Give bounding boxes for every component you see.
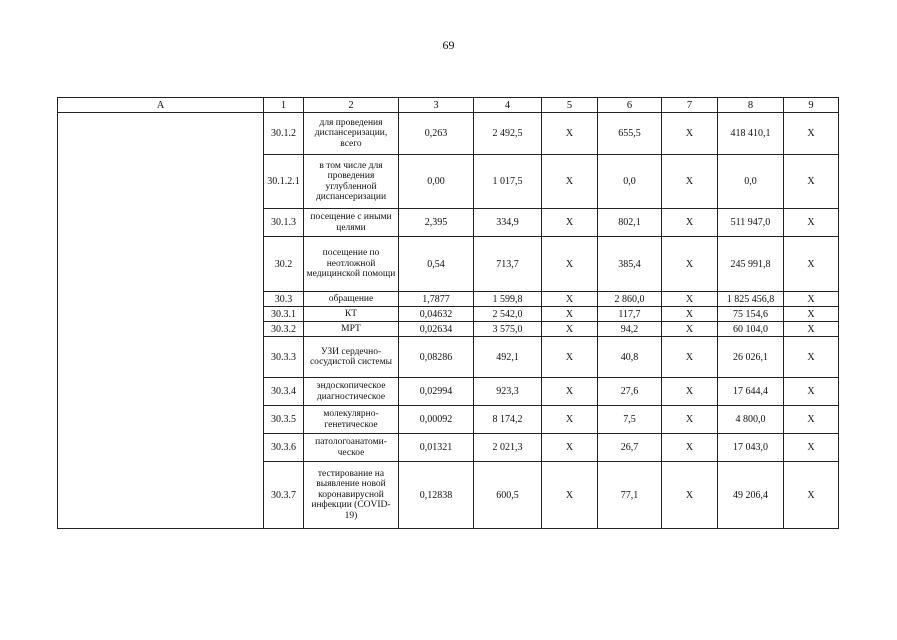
value-cell-c6: 2 860,0: [598, 292, 662, 307]
page-number: 69: [442, 38, 455, 52]
value-cell-c9: X: [784, 434, 839, 462]
value-cell-c9: X: [784, 406, 839, 434]
value-cell-c8: 26 026,1: [718, 337, 784, 378]
row-name-cell: УЗИ сердечно-сосудистой системы: [304, 337, 399, 378]
value-cell-c8: 0,0: [718, 155, 784, 209]
value-cell-c5: X: [542, 378, 598, 406]
header-cell-5: 5: [542, 98, 598, 113]
value-cell-c6: 0,0: [598, 155, 662, 209]
value-cell-c7: X: [662, 292, 718, 307]
value-cell-c8: 1 825 456,8: [718, 292, 784, 307]
value-cell-c5: X: [542, 237, 598, 292]
row-name-cell: эндоскопическое диагностическое: [304, 378, 399, 406]
row-code-cell: 30.1.3: [264, 209, 304, 237]
row-name-cell: тестирование на выявление новой коронавирусной инфекции (COVID-19): [304, 462, 399, 529]
value-cell-c5: X: [542, 292, 598, 307]
row-name-cell: патологоанатоми-ческое: [304, 434, 399, 462]
value-cell-c5: X: [542, 434, 598, 462]
value-cell-c4: 1 599,8: [474, 292, 542, 307]
value-cell-c8: 511 947,0: [718, 209, 784, 237]
value-cell-c8: 4 800,0: [718, 406, 784, 434]
value-cell-c8: 49 206,4: [718, 462, 784, 529]
header-cell-6: 6: [598, 98, 662, 113]
row-code-cell: 30.1.2: [264, 113, 304, 155]
row-code-cell: 30.3.1: [264, 307, 304, 322]
value-cell-c7: X: [662, 434, 718, 462]
value-cell-c3: 0,02634: [399, 322, 474, 337]
row-code-cell: 30.3.4: [264, 378, 304, 406]
header-cell-a: A: [58, 98, 264, 113]
value-cell-c3: 0,08286: [399, 337, 474, 378]
value-cell-c5: X: [542, 406, 598, 434]
value-cell-c8: 245 991,8: [718, 237, 784, 292]
value-cell-c4: 2 492,5: [474, 113, 542, 155]
value-cell-c9: X: [784, 209, 839, 237]
value-cell-c9: X: [784, 322, 839, 337]
row-code-cell: 30.3.6: [264, 434, 304, 462]
value-cell-c5: X: [542, 209, 598, 237]
value-cell-c9: X: [784, 337, 839, 378]
value-cell-c7: X: [662, 406, 718, 434]
value-cell-c7: X: [662, 113, 718, 155]
value-cell-c7: X: [662, 237, 718, 292]
value-cell-c3: 0,263: [399, 113, 474, 155]
value-cell-c9: X: [784, 292, 839, 307]
value-cell-c5: X: [542, 322, 598, 337]
value-cell-c8: 75 154,6: [718, 307, 784, 322]
row-code-cell: 30.1.2.1: [264, 155, 304, 209]
value-cell-c6: 77,1: [598, 462, 662, 529]
value-cell-c8: 17 644,4: [718, 378, 784, 406]
row-name-cell: обращение: [304, 292, 399, 307]
data-table: [57, 97, 839, 529]
value-cell-c5: X: [542, 462, 598, 529]
row-code-cell: 30.3.5: [264, 406, 304, 434]
header-cell-1: 1: [264, 98, 304, 113]
value-cell-c3: 1,7877: [399, 292, 474, 307]
value-cell-c4: 2 542,0: [474, 307, 542, 322]
value-cell-c6: 27,6: [598, 378, 662, 406]
value-cell-c6: 26,7: [598, 434, 662, 462]
value-cell-c6: 7,5: [598, 406, 662, 434]
value-cell-c3: 0,04632: [399, 307, 474, 322]
value-cell-c9: X: [784, 378, 839, 406]
value-cell-c4: 3 575,0: [474, 322, 542, 337]
value-cell-c4: 8 174,2: [474, 406, 542, 434]
value-cell-c7: X: [662, 322, 718, 337]
value-cell-c4: 713,7: [474, 237, 542, 292]
value-cell-c5: X: [542, 337, 598, 378]
value-cell-c5: X: [542, 155, 598, 209]
value-cell-c4: 1 017,5: [474, 155, 542, 209]
column-a-cell: [58, 113, 264, 529]
value-cell-c8: 418 410,1: [718, 113, 784, 155]
value-cell-c9: X: [784, 462, 839, 529]
value-cell-c6: 802,1: [598, 209, 662, 237]
header-cell-9: 9: [784, 98, 839, 113]
header-cell-2: 2: [304, 98, 399, 113]
value-cell-c8: 60 104,0: [718, 322, 784, 337]
row-code-cell: 30.3: [264, 292, 304, 307]
row-code-cell: 30.3.3: [264, 337, 304, 378]
value-cell-c4: 334,9: [474, 209, 542, 237]
value-cell-c8: 17 043,0: [718, 434, 784, 462]
value-cell-c4: 600,5: [474, 462, 542, 529]
value-cell-c3: 0,02994: [399, 378, 474, 406]
row-name-cell: посещение по неотложной медицинской помощи: [304, 237, 399, 292]
value-cell-c4: 2 021,3: [474, 434, 542, 462]
value-cell-c6: 94,2: [598, 322, 662, 337]
value-cell-c3: 0,01321: [399, 434, 474, 462]
row-code-cell: 30.3.2: [264, 322, 304, 337]
value-cell-c3: 0,12838: [399, 462, 474, 529]
row-name-cell: КТ: [304, 307, 399, 322]
value-cell-c7: X: [662, 209, 718, 237]
row-name-cell: МРТ: [304, 322, 399, 337]
row-name-cell: молекулярно-генетическое: [304, 406, 399, 434]
value-cell-c3: 0,00092: [399, 406, 474, 434]
value-cell-c9: X: [784, 237, 839, 292]
header-cell-3: 3: [399, 98, 474, 113]
value-cell-c9: X: [784, 113, 839, 155]
row-code-cell: 30.3.7: [264, 462, 304, 529]
value-cell-c3: 2,395: [399, 209, 474, 237]
value-cell-c3: 0,00: [399, 155, 474, 209]
value-cell-c4: 923,3: [474, 378, 542, 406]
row-name-cell: посещение с иными целями: [304, 209, 399, 237]
row-name-cell: для проведения диспансеризации, всего: [304, 113, 399, 155]
header-cell-4: 4: [474, 98, 542, 113]
value-cell-c6: 40,8: [598, 337, 662, 378]
value-cell-c4: 492,1: [474, 337, 542, 378]
value-cell-c7: X: [662, 307, 718, 322]
value-cell-c6: 385,4: [598, 237, 662, 292]
value-cell-c7: X: [662, 337, 718, 378]
header-row: [58, 98, 839, 113]
table-row: [58, 113, 839, 155]
row-code-cell: 30.2: [264, 237, 304, 292]
value-cell-c5: X: [542, 307, 598, 322]
value-cell-c3: 0,54: [399, 237, 474, 292]
value-cell-c7: X: [662, 462, 718, 529]
value-cell-c6: 117,7: [598, 307, 662, 322]
value-cell-c7: X: [662, 155, 718, 209]
value-cell-c7: X: [662, 378, 718, 406]
value-cell-c5: X: [542, 113, 598, 155]
value-cell-c6: 655,5: [598, 113, 662, 155]
header-cell-8: 8: [718, 98, 784, 113]
row-name-cell: в том числе для проведения углубленной диспансеризации: [304, 155, 399, 209]
value-cell-c9: X: [784, 155, 839, 209]
value-cell-c9: X: [784, 307, 839, 322]
header-cell-7: 7: [662, 98, 718, 113]
